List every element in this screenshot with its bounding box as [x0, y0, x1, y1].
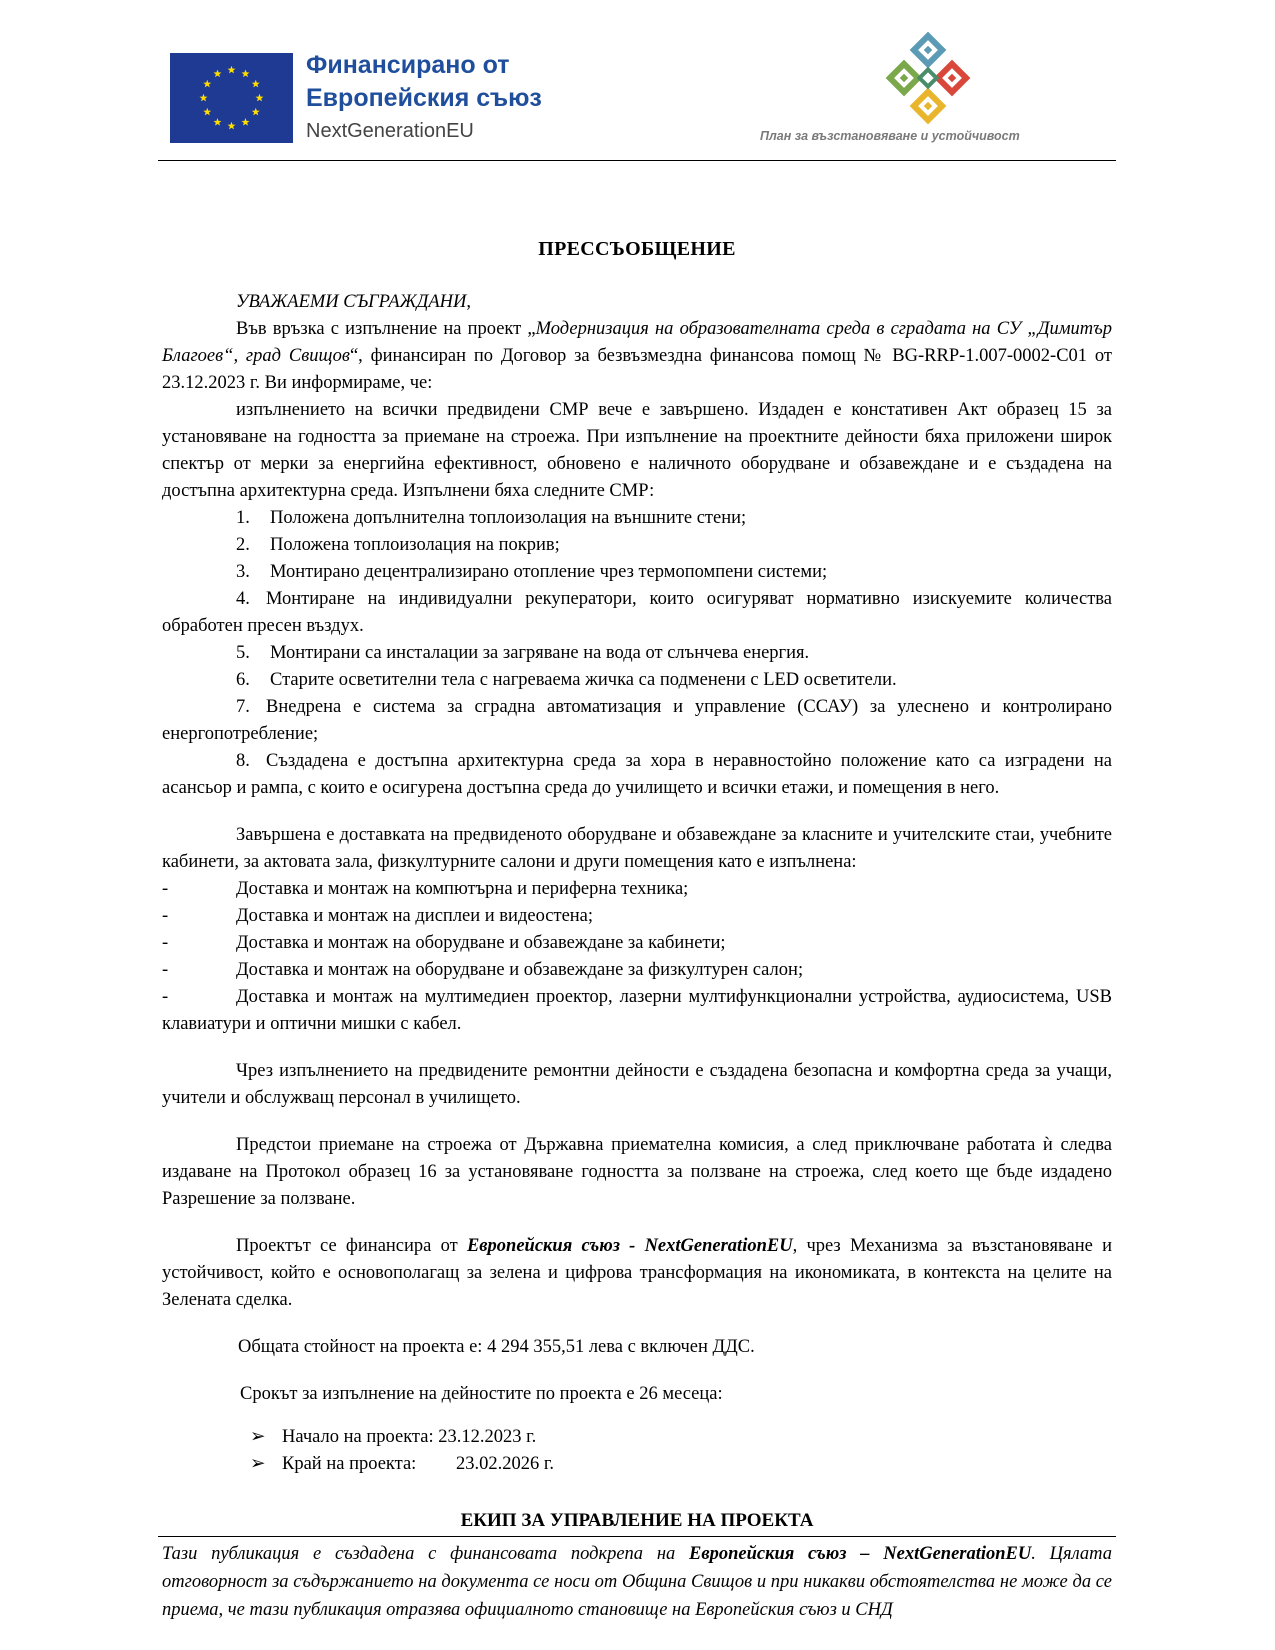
duration-paragraph: Срокът за изпълнение на дейностите по проекта е 26 месеца:: [240, 1384, 723, 1404]
item-text: Създадена е достъпна архитектурна среда за хора в неравностойно положение като са изградени на асансьор и рампа, с които е осигурена достъпна среда до училището и всички етажи, и помещения в него.: [162, 751, 1112, 798]
intro-paragraph: [162, 316, 1112, 397]
salutation-comma: ,: [466, 292, 471, 312]
list-item: [162, 586, 1112, 640]
item-dash: -: [162, 987, 169, 1007]
footer-divider: [158, 1536, 1116, 1537]
arrow-bullet-icon: ➢: [250, 1454, 266, 1474]
press-release-body: [162, 236, 1112, 1478]
list-item: [162, 984, 1112, 1038]
item-number: 4.: [236, 589, 250, 609]
funding-text-end: , чрез Механизма за възстановяване и устойчивост, който е основополагащ за зелена и цифрова трансформация на икономиката, в контекста на целите на Зелената сделка.: [162, 1236, 1112, 1310]
item-number: 5.: [236, 643, 250, 663]
list-item: [162, 559, 1112, 586]
item-text: Монтирано децентрализирано отопление чрез термопомпени системи;: [270, 562, 828, 582]
project-dates-list: [162, 1424, 1112, 1478]
disclaimer: [162, 1540, 1112, 1624]
item-dash: -: [162, 879, 169, 899]
project-name: Модернизация на образователната среда в сградата на СУ „Димитър Благоев“, град Свищов: [162, 319, 1112, 366]
intro-text-start: Във връзка с изпълнение на проект „: [236, 319, 536, 339]
list-item: [162, 640, 1112, 667]
salutation: [162, 289, 1112, 316]
item-number: 8.: [236, 751, 250, 771]
list-item: [162, 1424, 1112, 1451]
list-item: [162, 957, 1112, 984]
list-item: [162, 930, 1112, 957]
item-number: 3.: [236, 562, 250, 582]
item-text: Внедрена е система за сградна автоматизация и управление (ССАУ) за улеснено и контролирано енергопотребление;: [162, 697, 1112, 744]
item-text: Доставка и монтаж на оборудване и обзавеждане за физкултурен салон;: [236, 960, 804, 980]
eu-funding-text: [306, 49, 542, 147]
date-value: 23.12.2023 г.: [438, 1427, 537, 1447]
list-item: [162, 748, 1112, 802]
header-divider: [158, 160, 1116, 161]
item-text: Положена топлоизолация на покрив;: [270, 535, 560, 555]
arrow-bullet-icon: ➢: [250, 1427, 266, 1447]
recovery-plan-caption: План за възстановяване и устойчивост: [760, 129, 1020, 143]
disclaimer-eu-name: Европейския съюз – NextGenerationEU: [689, 1544, 1032, 1564]
item-text: Монтирани са инсталации за загряване на вода от слънчева енергия.: [270, 643, 810, 663]
upcoming-acceptance-paragraph: Предстои приемане на строежа от Държавна приемателна комисия, а след приключване работата ѝ следва издаване на Протокол образец 16 за установяване годността за ползване на строежа, след което ще бъде издадено Разрешение за ползване.: [162, 1135, 1112, 1209]
page-header: [0, 0, 1275, 160]
item-dash: -: [162, 933, 169, 953]
item-dash: -: [162, 906, 169, 926]
item-text: Доставка и монтаж на компютърна и периферна техника;: [236, 879, 689, 899]
funding-source: Европейския съюз - NextGenerationEU: [466, 1236, 793, 1256]
completion-paragraph: изпълнението на всички предвидени СМР вече е завършено. Издаден е констативен Акт образец 15 за установяване на годността за приемане на строежа. При изпълнение на проектните дейности бяха приложени широк спектър от мерки за енергийна ефективност, обновено е наличното оборудване и обзавеждане и е създадена на достъпна архитектурна среда. Изпълнени бяха следните СМР:: [162, 400, 1112, 501]
item-text: Положена допълнителна топлоизолация на външните стени;: [270, 508, 747, 528]
funding-text-start: Проектът се финансира от: [236, 1236, 467, 1256]
deliveries-list: [162, 876, 1112, 1038]
page-title: ПРЕССЪОБЩЕНИЕ: [538, 238, 736, 260]
recovery-plan-logo: [858, 28, 998, 138]
delivery-intro-paragraph: Завършена е доставката на предвиденото оборудване и обзавеждане за класните и учителските стаи, учебните кабинети, за актовата зала, физкултурните салони и други помещения като е изпълнена:: [162, 825, 1112, 872]
item-text: Доставка и монтаж на мултимедиен проектор, лазерни мултифункционални устройства, аудиосистема, USB клавиатури и оптични мишки с кабел.: [162, 987, 1112, 1034]
date-value: 23.02.2026 г.: [456, 1454, 555, 1474]
recovery-plan-mosaic-icon: [858, 28, 998, 138]
item-dash: -: [162, 960, 169, 980]
item-number: 7.: [236, 697, 250, 717]
total-value-paragraph: Общата стойност на проекта е: 4 294 355,51 лева с включен ДДС.: [238, 1337, 755, 1357]
date-label: Начало на проекта:: [282, 1427, 434, 1447]
list-item: [162, 903, 1112, 930]
list-item: [162, 532, 1112, 559]
list-item: [162, 505, 1112, 532]
list-item: [162, 876, 1112, 903]
item-text: Доставка и монтаж на дисплеи и видеостена;: [236, 906, 594, 926]
item-text: Старите осветителни тела с нагреваема жичка са подменени с LED осветители.: [270, 670, 897, 690]
salutation-text: УВАЖАЕМИ СЪГРАЖДАНИ: [236, 292, 467, 312]
works-list: [162, 505, 1112, 802]
eu-stars-icon: [170, 53, 293, 143]
disclaimer-text-start: Тази публикация е създадена с финансовата подкрепа на: [162, 1544, 689, 1564]
list-item: [162, 694, 1112, 748]
eu-flag-logo: [170, 53, 293, 143]
date-label: Край на проекта:: [282, 1454, 417, 1474]
list-item: [162, 1451, 1112, 1478]
item-text: Монтиране на индивидуални рекуператори, които осигуряват нормативно изискуемите количества обработен пресен въздух.: [162, 589, 1112, 636]
safe-environment-paragraph: Чрез изпълнението на предвидените ремонтни дейности е създадена безопасна и комфортна среда за учащи, учители и обслужващ персонал в училището.: [162, 1061, 1112, 1108]
list-item: [162, 667, 1112, 694]
item-number: 2.: [236, 535, 250, 555]
funding-paragraph: [162, 1233, 1112, 1314]
project-team-heading: ЕКИП ЗА УПРАВЛЕНИЕ НА ПРОЕКТА: [460, 1510, 814, 1531]
eu-funded-line: Финансирано от: [306, 51, 510, 79]
item-number: 6.: [236, 670, 250, 690]
eu-union-line: Европейския съюз: [306, 84, 542, 112]
intro-text-end: “, финансиран по Договор за безвъзмездна финансова помощ № BG-RRP-1.007-0002-C01 от 23.12.2023 г. Ви информираме, че:: [162, 346, 1112, 393]
disclaimer-text-end: . Цялата отговорност за съдържанието на документа се носи от Община Свищов и при никакви обстоятелства не може да се приема, че тази публикация отразява официалното становище на Европейския съюз и СНД: [162, 1544, 1112, 1620]
item-number: 1.: [236, 508, 250, 528]
next-generation-eu-line: NextGenerationEU: [306, 120, 474, 142]
item-text: Доставка и монтаж на оборудване и обзавеждане за кабинети;: [236, 933, 726, 953]
